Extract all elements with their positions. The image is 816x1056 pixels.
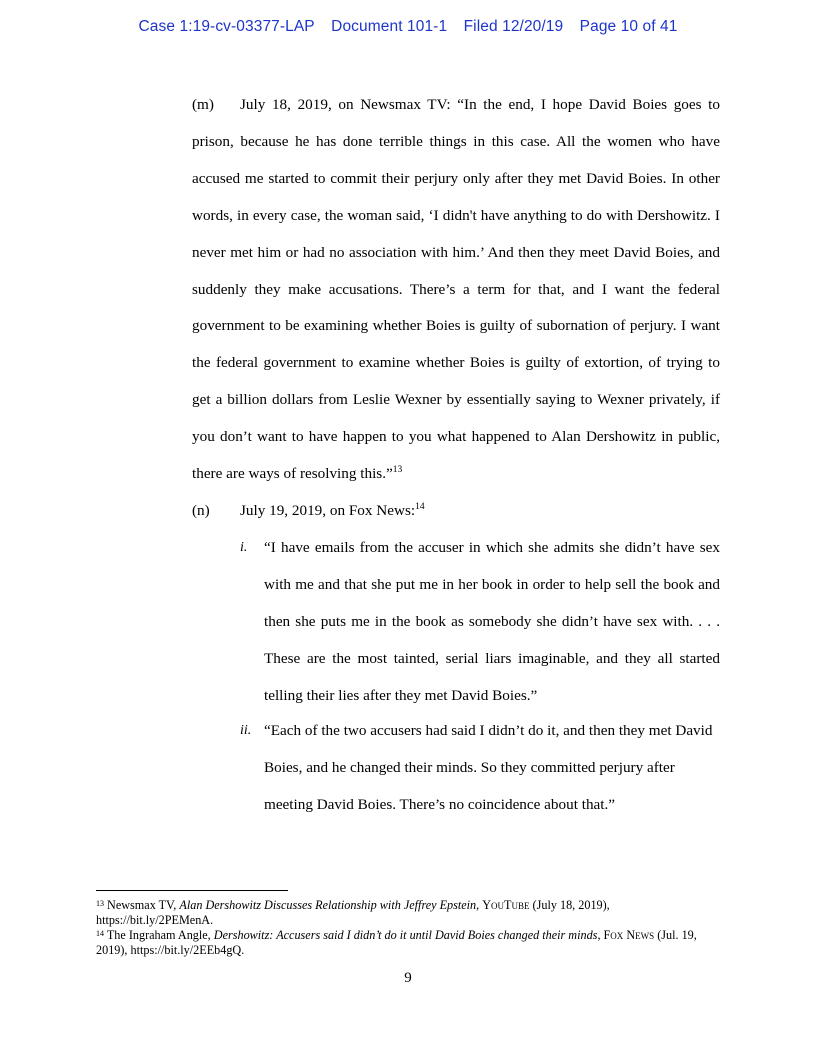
footnote-source-name: The Ingraham Angle, bbox=[106, 928, 211, 942]
case-number: Case 1:19-cv-03377-LAP bbox=[138, 18, 315, 35]
paragraph-text: July 18, 2019, on Newsmax TV: “In the end, I hope David Boies goes to prison, because he has done terrible things in this case. All the women who have accused me started to commit their perjury only after they met David Boies. In other words, in every case, the woman said, ‘I didn't have anything to do with Dershowitz. I never met him or had no association with him.’ And then they meet David Boies, and suddenly they make accusations. There’s a term for that, and I want the federal government to be examining whether Boies is guilty of subornation of perjury. I want the federal government to examine whether Boies is guilty of extortion, of trying to get a billion dollars from Leslie Wexner by essentially saying to Wexner privately, if you don’t want to have happen to you what happened to Alan Dershowitz in public, there are ways of resolving this.” bbox=[192, 96, 720, 483]
item-numeral: i. bbox=[240, 540, 248, 555]
paragraph-n bbox=[192, 493, 720, 530]
footnote-date-link[interactable]: (Jul. 19, 2019), https://bit.ly/2EEb4gQ. bbox=[96, 928, 697, 957]
footnote-number: 14 bbox=[96, 929, 104, 938]
footnotes bbox=[96, 898, 720, 958]
page-number: 9 bbox=[404, 970, 412, 986]
paragraph-m bbox=[192, 87, 720, 493]
footnote-number: 13 bbox=[96, 899, 104, 908]
quote-text: “I have emails from the accuser in which she admits she didn’t have sex with me and that she put me in her book in order to help sell the book and then she puts me in the book as somebody she didn’t have sex with. . . . These are the most tainted, serial liars imaginable, and they all started telling their lies after they met David Boies.” bbox=[264, 539, 720, 704]
footnote-13: $^{13}$ Newsmax TV, Alan Dershowitz Discusses Relationship with Jeffrey Epstein, YouTube (July 18, 2019), https://bit.ly/2PEMenA. bbox=[96, 898, 610, 927]
footnote-title: Dershowitz: Accusers said I didn’t do it until David Boies changed their minds bbox=[213, 928, 598, 942]
footnote-title: Alan Dershowitz Discusses Relationship with Jeffrey Epstein bbox=[179, 898, 477, 912]
item-numeral: ii. bbox=[240, 723, 252, 738]
filed-date: Filed 12/20/19 bbox=[463, 18, 564, 35]
paragraph-text: July 19, 2019, on Fox News: bbox=[240, 502, 416, 519]
page-of-total: Page 10 of 41 bbox=[579, 18, 678, 35]
footnote-date-link[interactable]: (July 18, 2019), https://bit.ly/2PEMenA. bbox=[96, 898, 610, 927]
quote-text: “Each of the two accusers had said I didn’t do it, and then they met David Boies, and he changed their minds. So they committed perjury after meeting David Boies. There’s no coincidence about that.” bbox=[264, 722, 713, 813]
footnote-14: $^{14}$ The Ingraham Angle, Dershowitz: Accusers said I didn’t do it until David Boies changed their minds, Fox News (Jul. 19, 2019), https://bit.ly/2EEb4gQ. bbox=[96, 928, 697, 957]
footnote-ref-14[interactable]: 14 bbox=[415, 502, 425, 512]
paragraph-label: (n) bbox=[192, 502, 210, 519]
footnote-divider bbox=[96, 890, 288, 891]
footnote-ref-13[interactable]: 13 bbox=[392, 465, 403, 476]
footnote-source-name: Newsmax TV, bbox=[107, 898, 177, 912]
footnote-publisher: Fox News bbox=[603, 928, 655, 942]
document-number: Document 101-1 bbox=[331, 18, 448, 35]
ecf-header bbox=[0, 18, 816, 36]
footnote-publisher: YouTube bbox=[482, 898, 530, 912]
paragraph-label: (m) bbox=[192, 96, 214, 113]
